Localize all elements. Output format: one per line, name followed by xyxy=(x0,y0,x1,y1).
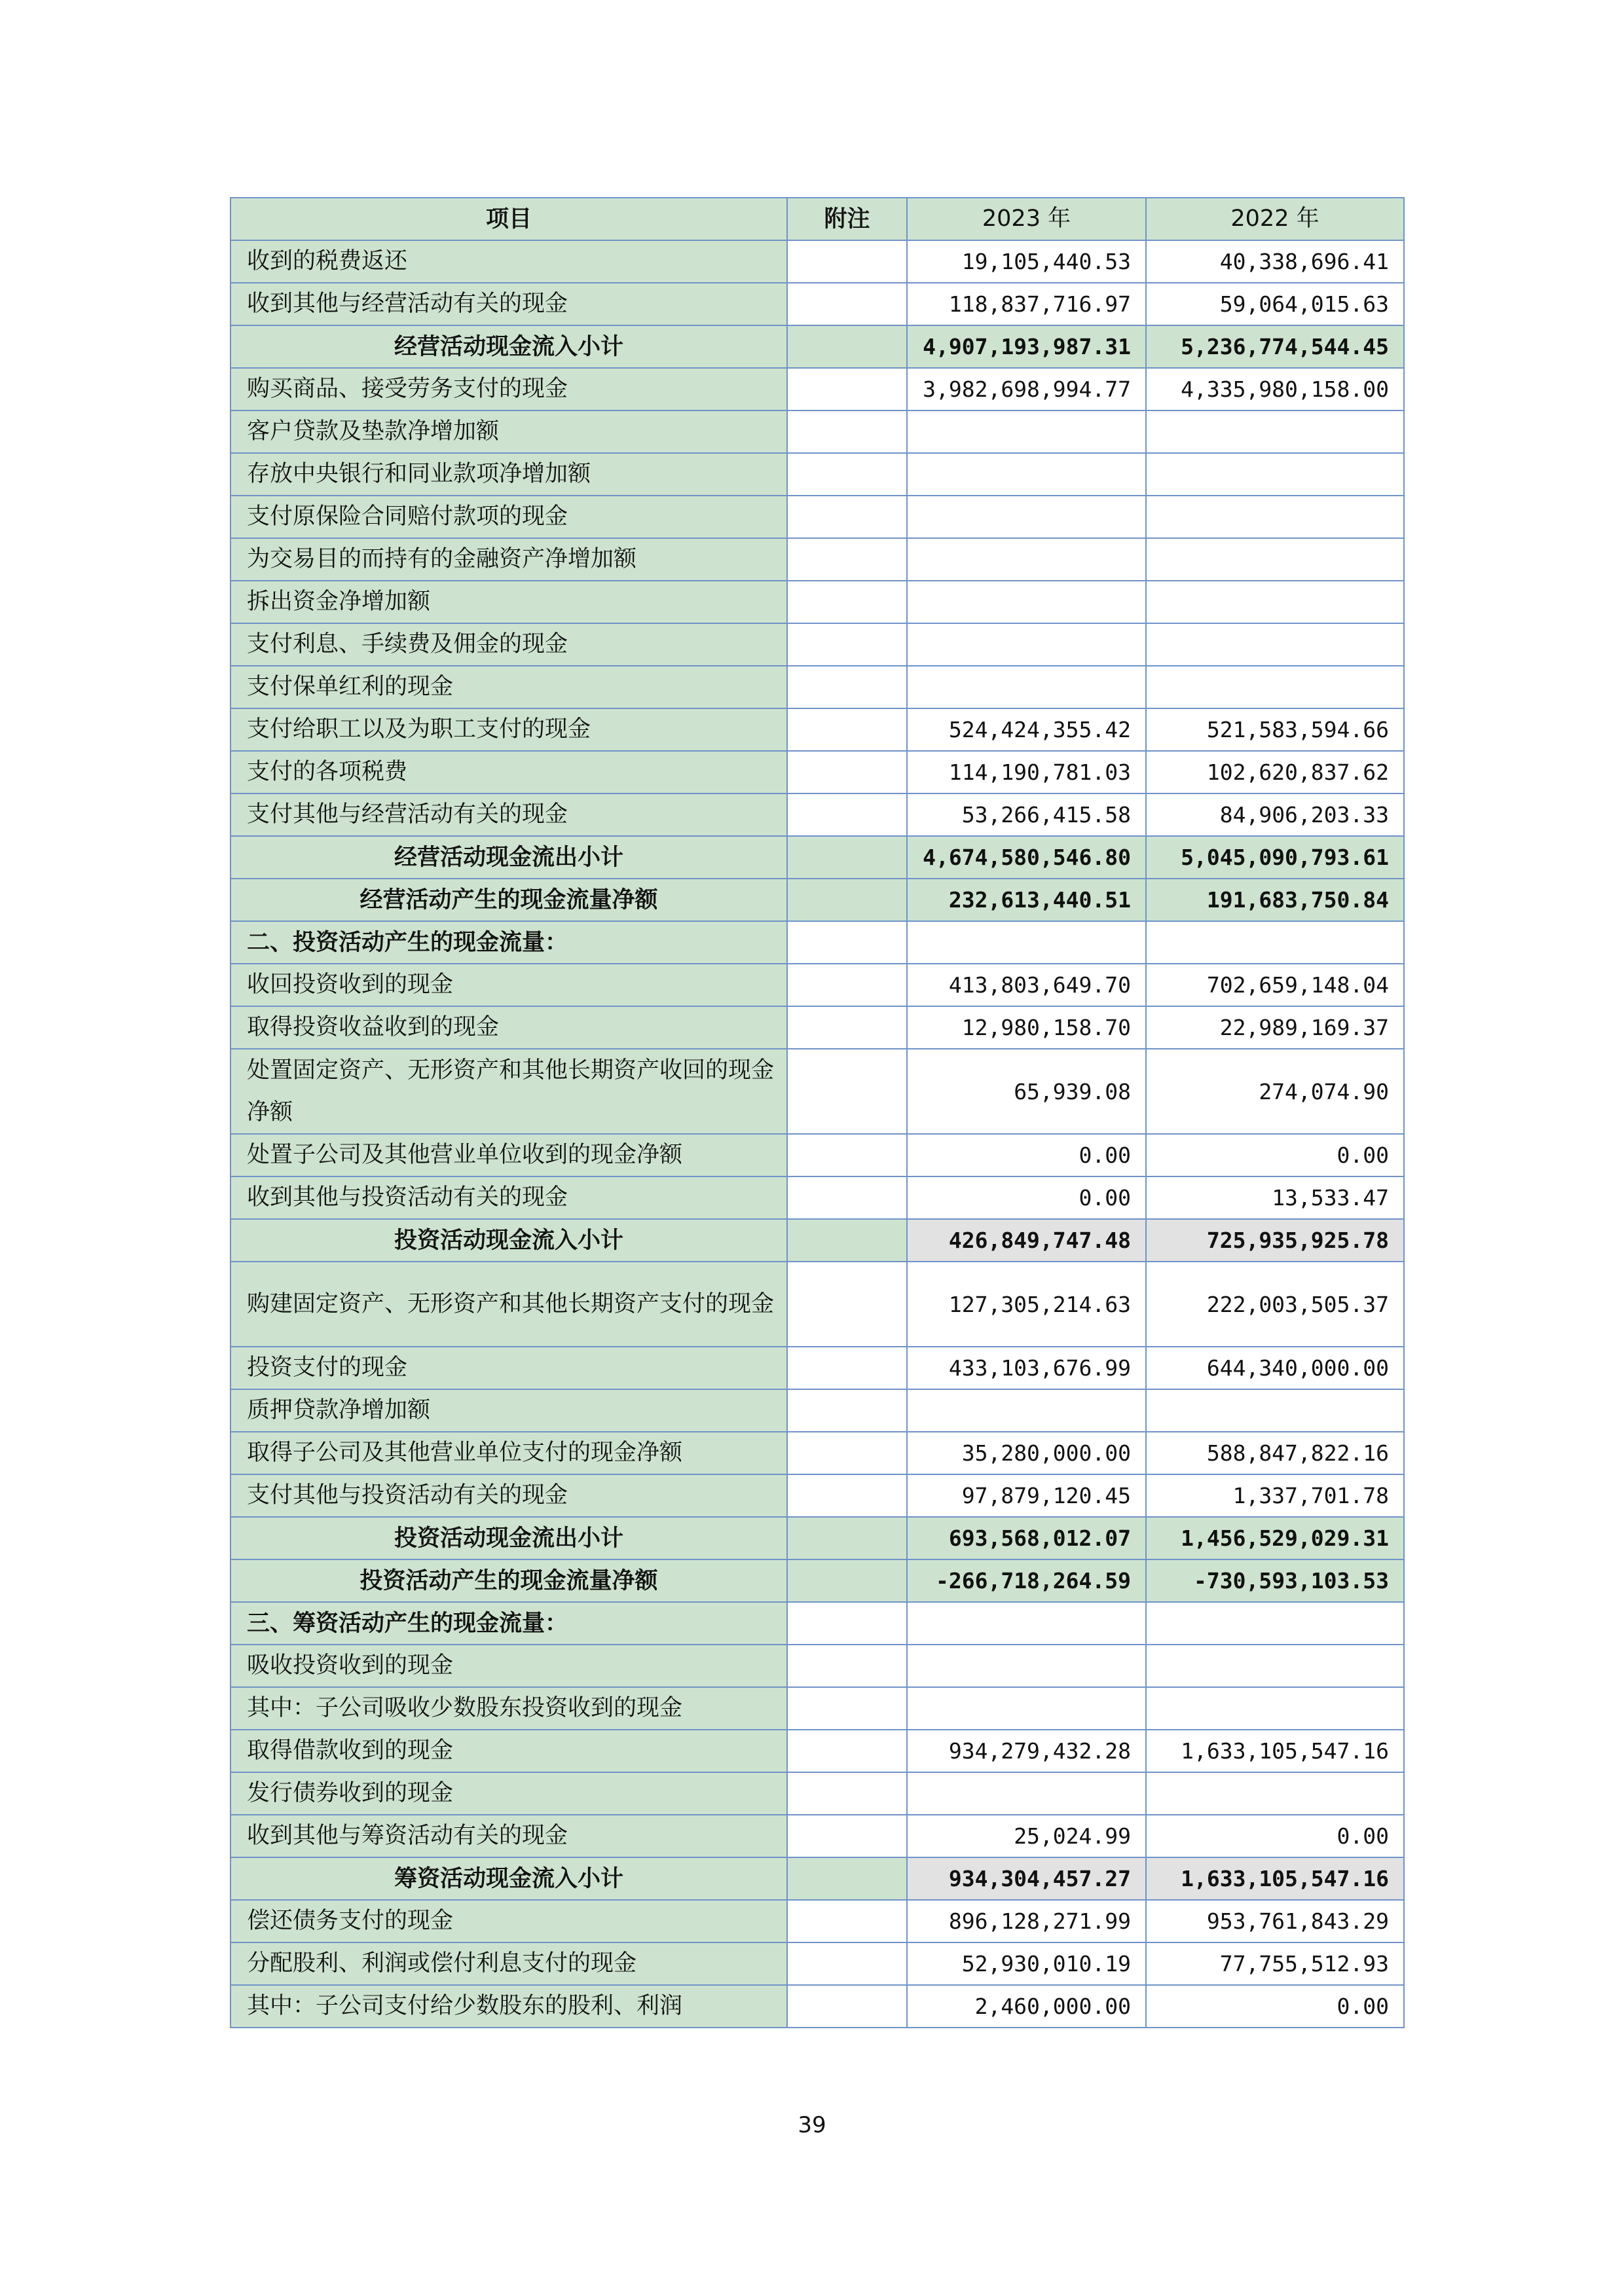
value-2023 xyxy=(907,1772,1146,1815)
table-row xyxy=(231,793,1404,836)
row-note xyxy=(787,1985,907,2028)
row-label: 处置固定资产、无形资产和其他长期资产收回的现金净额 xyxy=(231,1049,787,1134)
row-label: 支付给职工以及为职工支付的现金 xyxy=(231,708,787,751)
page-number: 39 xyxy=(798,2112,826,2138)
table-row xyxy=(231,453,1404,496)
value-2022: 644,340,000.00 xyxy=(1146,1347,1404,1389)
table-row xyxy=(231,1942,1404,1985)
value-2022 xyxy=(1146,1687,1404,1730)
value-2022: 1,633,105,547.16 xyxy=(1146,1857,1404,1900)
row-label: 其中：子公司吸收少数股东投资收到的现金 xyxy=(231,1687,787,1730)
value-2023: 114,190,781.03 xyxy=(907,751,1146,793)
row-label: 分配股利、利润或偿付利息支付的现金 xyxy=(231,1942,787,1985)
row-label: 筹资活动现金流入小计 xyxy=(231,1857,787,1900)
value-2023: 4,907,193,987.31 xyxy=(907,325,1146,368)
row-label: 其中：子公司支付给少数股东的股利、利润 xyxy=(231,1985,787,2028)
value-2023: 413,803,649.70 xyxy=(907,964,1146,1006)
value-2022: 0.00 xyxy=(1146,1985,1404,2028)
table-row xyxy=(231,1262,1404,1347)
row-label: 偿还债务支付的现金 xyxy=(231,1900,787,1942)
value-2023: 35,280,000.00 xyxy=(907,1432,1146,1474)
value-2022: 521,583,594.66 xyxy=(1146,708,1404,751)
row-note xyxy=(787,1517,907,1559)
value-2023 xyxy=(907,453,1146,496)
value-2022: 702,659,148.04 xyxy=(1146,964,1404,1006)
row-note xyxy=(787,453,907,496)
value-2023: 896,128,271.99 xyxy=(907,1900,1146,1942)
row-label: 收到其他与筹资活动有关的现金 xyxy=(231,1815,787,1857)
value-2022 xyxy=(1146,581,1404,623)
subtotal-row xyxy=(231,325,1404,368)
row-label: 投资支付的现金 xyxy=(231,1347,787,1389)
value-2022: 5,045,090,793.61 xyxy=(1146,836,1404,879)
value-2022 xyxy=(1146,666,1404,708)
table-row xyxy=(231,1049,1404,1134)
value-2022: 1,633,105,547.16 xyxy=(1146,1730,1404,1772)
value-2022: 4,335,980,158.00 xyxy=(1146,368,1404,410)
value-2022: 59,064,015.63 xyxy=(1146,283,1404,325)
table-row xyxy=(231,708,1404,751)
table-row xyxy=(231,1176,1404,1219)
row-note xyxy=(787,879,907,921)
table-row xyxy=(231,964,1404,1006)
row-note xyxy=(787,666,907,708)
row-note xyxy=(787,1389,907,1432)
value-2022: 22,989,169.37 xyxy=(1146,1006,1404,1049)
value-2023 xyxy=(907,1687,1146,1730)
row-label: 收回投资收到的现金 xyxy=(231,964,787,1006)
row-note xyxy=(787,410,907,453)
row-label: 取得子公司及其他营业单位支付的现金净额 xyxy=(231,1432,787,1474)
row-label: 投资活动现金流出小计 xyxy=(231,1517,787,1559)
value-2023: -266,718,264.59 xyxy=(907,1559,1146,1602)
table-row xyxy=(231,1815,1404,1857)
row-label: 为交易目的而持有的金融资产净增加额 xyxy=(231,538,787,581)
subtotal-row xyxy=(231,836,1404,879)
table-header-row xyxy=(231,198,1404,240)
value-2022: 588,847,822.16 xyxy=(1146,1432,1404,1474)
row-label: 收到其他与投资活动有关的现金 xyxy=(231,1176,787,1219)
row-label: 收到其他与经营活动有关的现金 xyxy=(231,283,787,325)
row-note xyxy=(787,1049,907,1134)
row-note xyxy=(787,1942,907,1985)
value-2023 xyxy=(907,1645,1146,1687)
value-2023: 232,613,440.51 xyxy=(907,879,1146,921)
row-label: 经营活动产生的现金流量净额 xyxy=(231,879,787,921)
header-2023: 2023 年 xyxy=(907,198,1146,240)
table-row xyxy=(231,1389,1404,1432)
row-label: 投资活动现金流入小计 xyxy=(231,1219,787,1262)
value-2023 xyxy=(907,538,1146,581)
value-2022 xyxy=(1146,623,1404,666)
value-2023: 3,982,698,994.77 xyxy=(907,368,1146,410)
row-label: 发行债券收到的现金 xyxy=(231,1772,787,1815)
row-note xyxy=(787,1730,907,1772)
value-2023: 127,305,214.63 xyxy=(907,1262,1146,1347)
table-row xyxy=(231,1730,1404,1772)
table-row xyxy=(231,410,1404,453)
table-row xyxy=(231,240,1404,283)
row-label: 购建固定资产、无形资产和其他长期资产支付的现金 xyxy=(231,1262,787,1347)
net-total-row xyxy=(231,879,1404,921)
value-2023: 4,674,580,546.80 xyxy=(907,836,1146,879)
row-note xyxy=(787,325,907,368)
value-2022 xyxy=(1146,453,1404,496)
header-2022: 2022 年 xyxy=(1146,198,1404,240)
table-row xyxy=(231,1687,1404,1730)
row-note xyxy=(787,1347,907,1389)
row-note xyxy=(787,1772,907,1815)
row-label: 支付其他与经营活动有关的现金 xyxy=(231,793,787,836)
value-2023 xyxy=(907,581,1146,623)
table-row xyxy=(231,751,1404,793)
value-2022 xyxy=(1146,1389,1404,1432)
row-label: 质押贷款净增加额 xyxy=(231,1389,787,1432)
value-2023 xyxy=(907,623,1146,666)
value-2023: 524,424,355.42 xyxy=(907,708,1146,751)
row-note xyxy=(787,708,907,751)
row-note xyxy=(787,751,907,793)
row-label: 支付利息、手续费及佣金的现金 xyxy=(231,623,787,666)
value-2022: 0.00 xyxy=(1146,1815,1404,1857)
value-2022: 102,620,837.62 xyxy=(1146,751,1404,793)
row-note xyxy=(787,1134,907,1176)
value-2022: 13,533.47 xyxy=(1146,1176,1404,1219)
row-label: 二、投资活动产生的现金流量： xyxy=(231,921,787,964)
table-row xyxy=(231,368,1404,410)
value-2023: 12,980,158.70 xyxy=(907,1006,1146,1049)
value-2023: 97,879,120.45 xyxy=(907,1474,1146,1517)
row-label: 客户贷款及垫款净增加额 xyxy=(231,410,787,453)
row-note xyxy=(787,1219,907,1262)
row-note xyxy=(787,1900,907,1942)
table-row xyxy=(231,1900,1404,1942)
value-2023 xyxy=(907,496,1146,538)
value-2023: 52,930,010.19 xyxy=(907,1942,1146,1985)
row-note xyxy=(787,1262,907,1347)
value-2022: 953,761,843.29 xyxy=(1146,1900,1404,1942)
value-2023: 53,266,415.58 xyxy=(907,793,1146,836)
value-2023 xyxy=(907,410,1146,453)
table-row xyxy=(231,1985,1404,2028)
table-row xyxy=(231,1772,1404,1815)
row-note xyxy=(787,836,907,879)
value-2022: 1,337,701.78 xyxy=(1146,1474,1404,1517)
value-2023: 693,568,012.07 xyxy=(907,1517,1146,1559)
section-heading-row xyxy=(231,1602,1404,1645)
table-row xyxy=(231,1347,1404,1389)
row-note xyxy=(787,368,907,410)
table-row xyxy=(231,496,1404,538)
table-row xyxy=(231,538,1404,581)
value-2022: 1,456,529,029.31 xyxy=(1146,1517,1404,1559)
value-2022: 77,755,512.93 xyxy=(1146,1942,1404,1985)
value-2023: 19,105,440.53 xyxy=(907,240,1146,283)
value-2023: 426,849,747.48 xyxy=(907,1219,1146,1262)
subtotal-row xyxy=(231,1517,1404,1559)
row-note xyxy=(787,793,907,836)
row-note xyxy=(787,240,907,283)
row-label: 取得投资收益收到的现金 xyxy=(231,1006,787,1049)
value-2022: 40,338,696.41 xyxy=(1146,240,1404,283)
table-row xyxy=(231,1645,1404,1687)
value-2023: 934,279,432.28 xyxy=(907,1730,1146,1772)
value-2022 xyxy=(1146,921,1404,964)
value-2023 xyxy=(907,1389,1146,1432)
row-label: 收到的税费返还 xyxy=(231,240,787,283)
net-total-row xyxy=(231,1559,1404,1602)
header-note: 附注 xyxy=(787,198,907,240)
row-note xyxy=(787,1176,907,1219)
row-label: 支付其他与投资活动有关的现金 xyxy=(231,1474,787,1517)
row-label: 存放中央银行和同业款项净增加额 xyxy=(231,453,787,496)
value-2023: 65,939.08 xyxy=(907,1049,1146,1134)
row-label: 购买商品、接受劳务支付的现金 xyxy=(231,368,787,410)
row-label: 经营活动现金流入小计 xyxy=(231,325,787,368)
value-2022: -730,593,103.53 xyxy=(1146,1559,1404,1602)
header-item: 项目 xyxy=(231,198,787,240)
row-label: 三、筹资活动产生的现金流量： xyxy=(231,1602,787,1645)
row-note xyxy=(787,496,907,538)
value-2022: 191,683,750.84 xyxy=(1146,879,1404,921)
row-label: 投资活动产生的现金流量净额 xyxy=(231,1559,787,1602)
row-note xyxy=(787,283,907,325)
value-2022: 222,003,505.37 xyxy=(1146,1262,1404,1347)
table-row xyxy=(231,283,1404,325)
value-2022 xyxy=(1146,1645,1404,1687)
table-row xyxy=(231,1134,1404,1176)
row-label: 经营活动现金流出小计 xyxy=(231,836,787,879)
table-row xyxy=(231,623,1404,666)
row-note xyxy=(787,1857,907,1900)
row-note xyxy=(787,1645,907,1687)
table-row xyxy=(231,666,1404,708)
row-note xyxy=(787,581,907,623)
value-2023 xyxy=(907,666,1146,708)
row-note xyxy=(787,1006,907,1049)
row-note xyxy=(787,1559,907,1602)
subtotal-row xyxy=(231,1857,1404,1900)
value-2022: 0.00 xyxy=(1146,1134,1404,1176)
value-2022 xyxy=(1146,1772,1404,1815)
value-2022: 725,935,925.78 xyxy=(1146,1219,1404,1262)
value-2023: 934,304,457.27 xyxy=(907,1857,1146,1900)
value-2023: 25,024.99 xyxy=(907,1815,1146,1857)
row-label: 支付原保险合同赔付款项的现金 xyxy=(231,496,787,538)
subtotal-row xyxy=(231,1219,1404,1262)
section-heading-row xyxy=(231,921,1404,964)
table-row xyxy=(231,1474,1404,1517)
row-note xyxy=(787,1602,907,1645)
row-label: 吸收投资收到的现金 xyxy=(231,1645,787,1687)
value-2023: 433,103,676.99 xyxy=(907,1347,1146,1389)
row-note xyxy=(787,1815,907,1857)
value-2022 xyxy=(1146,496,1404,538)
value-2023: 0.00 xyxy=(907,1176,1146,1219)
table-row xyxy=(231,1432,1404,1474)
value-2022 xyxy=(1146,538,1404,581)
cash-flow-table xyxy=(230,197,1405,2028)
table-row xyxy=(231,581,1404,623)
row-label: 支付的各项税费 xyxy=(231,751,787,793)
value-2022 xyxy=(1146,410,1404,453)
value-2022: 84,906,203.33 xyxy=(1146,793,1404,836)
row-label: 处置子公司及其他营业单位收到的现金净额 xyxy=(231,1134,787,1176)
row-note xyxy=(787,964,907,1006)
row-label: 拆出资金净增加额 xyxy=(231,581,787,623)
row-note xyxy=(787,623,907,666)
table-row xyxy=(231,1006,1404,1049)
row-label: 取得借款收到的现金 xyxy=(231,1730,787,1772)
value-2023: 118,837,716.97 xyxy=(907,283,1146,325)
value-2023: 2,460,000.00 xyxy=(907,1985,1146,2028)
value-2022: 274,074.90 xyxy=(1146,1049,1404,1134)
value-2023: 0.00 xyxy=(907,1134,1146,1176)
value-2023 xyxy=(907,921,1146,964)
row-note xyxy=(787,1687,907,1730)
value-2022 xyxy=(1146,1602,1404,1645)
value-2023 xyxy=(907,1602,1146,1645)
row-note xyxy=(787,921,907,964)
row-note xyxy=(787,538,907,581)
row-label: 支付保单红利的现金 xyxy=(231,666,787,708)
row-note xyxy=(787,1432,907,1474)
value-2022: 5,236,774,544.45 xyxy=(1146,325,1404,368)
row-note xyxy=(787,1474,907,1517)
